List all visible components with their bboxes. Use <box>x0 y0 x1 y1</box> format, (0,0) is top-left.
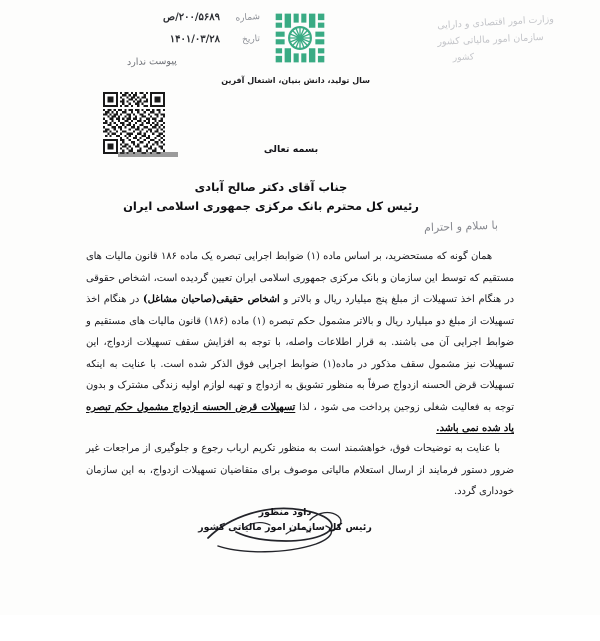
reference-number-value: ۲۰۰/۵۶۸۹/ص <box>163 12 220 23</box>
closing-paragraph: با عنایت به توضیحات فوق، خواهشمند است به منظور تکریم ارباب رجوع و جلوگیری از مراجعات غیر ضرور دستور فرمایند از ارسال استعلام مالیاتی موصوف برای متقاضیان تسهیلات ازدواج، به این سازمان خودداری گردد. <box>86 443 514 497</box>
body-p1-part-a: همان گونه که مستحضرید، بر اساس ماده (۱) ضوابط اجرایی تبصره یک ماده ۱۸۶ قانون مالیات های مستقیم که توسط این سازمان و بانک مرکزی جمهوری اسلامی ایران تعیین گردیده است، اشخاص حقوقی در هنگام اخذ تسهیلات از مبلغ پنج میلیارد ریال و بالاتر و <box>86 251 514 305</box>
body-p1-part-b: در هنگام اخذ تسهیلات از مبلغ دو میلیارد ریال و بالاتر مشمول حکم تبصره (۱) ماده (۱۸۶) قانون مالیات های مستقیم و ضوابط اجرایی آن می باشند. به قرار اطلاعات واصله، با توجه به افزایش سقف تسهیلات ازدواج، این تسهیلات نیز مشمول سقف مذکور در ماده(۱) ضوابط اجرایی فوق الذکر شده است. با عنایت به اینکه تسهیلات قرض الحسنه ازدواج صرفاً به منظور تشویق به ازدواج و تهیه لوازم اولیه زندگی مشترک و بدون توجه به فعالیت شغلی زوجین پرداخت می شود ، لذا <box>86 294 514 413</box>
addressee-title: رئیس کل محترم بانک مرکزی جمهوری اسلامی ایران <box>123 199 419 213</box>
addressee-block <box>76 178 524 216</box>
reference-number-row <box>70 12 260 34</box>
ministry-line-1: وزارت امور اقتصادی و دارایی <box>436 13 555 32</box>
basmala: بسمه تعالی <box>263 144 319 155</box>
ministry-line-3: کشور <box>452 52 475 64</box>
letter-header <box>0 0 600 108</box>
reference-block <box>70 12 260 76</box>
tax-organization-emblem-icon <box>268 6 332 70</box>
body-p1-emphasis: تسهیلات قرض الحسنه ازدواج مشمول حکم تبصره یاد شده نمی باشد. <box>86 401 514 434</box>
page-footer <box>0 615 600 641</box>
handwritten-salutation: با سلام و احترام <box>423 218 499 235</box>
year-slogan: سال تولید، دانش بنیان، اشتغال آفرین <box>221 76 370 85</box>
signature-block <box>0 505 600 535</box>
signatory-title: رئیس کل سازمان امور مالیاتی کشور <box>198 522 372 533</box>
addressee-name: جناب آقای دکتر صالح آبادی <box>194 180 348 194</box>
reference-date-value: ۱۴۰۱/۰۳/۲۸ <box>169 34 220 45</box>
body-paragraph-1 <box>86 246 514 440</box>
ministry-line-2: سازمان امور مالیاتی کشور <box>437 31 544 48</box>
reference-date-row <box>70 34 260 56</box>
reference-date-label: تاریخ <box>241 33 261 46</box>
reference-number-label: شماره <box>235 11 261 24</box>
letter-body <box>86 246 514 452</box>
attachment-note: پیوست ندارد <box>126 55 177 68</box>
body-p1-bold: اشخاص حقیقی(صاحبان مشاغل) <box>143 294 280 305</box>
ministry-watermark <box>408 9 586 70</box>
signatory-name: داود منظور <box>258 507 312 518</box>
